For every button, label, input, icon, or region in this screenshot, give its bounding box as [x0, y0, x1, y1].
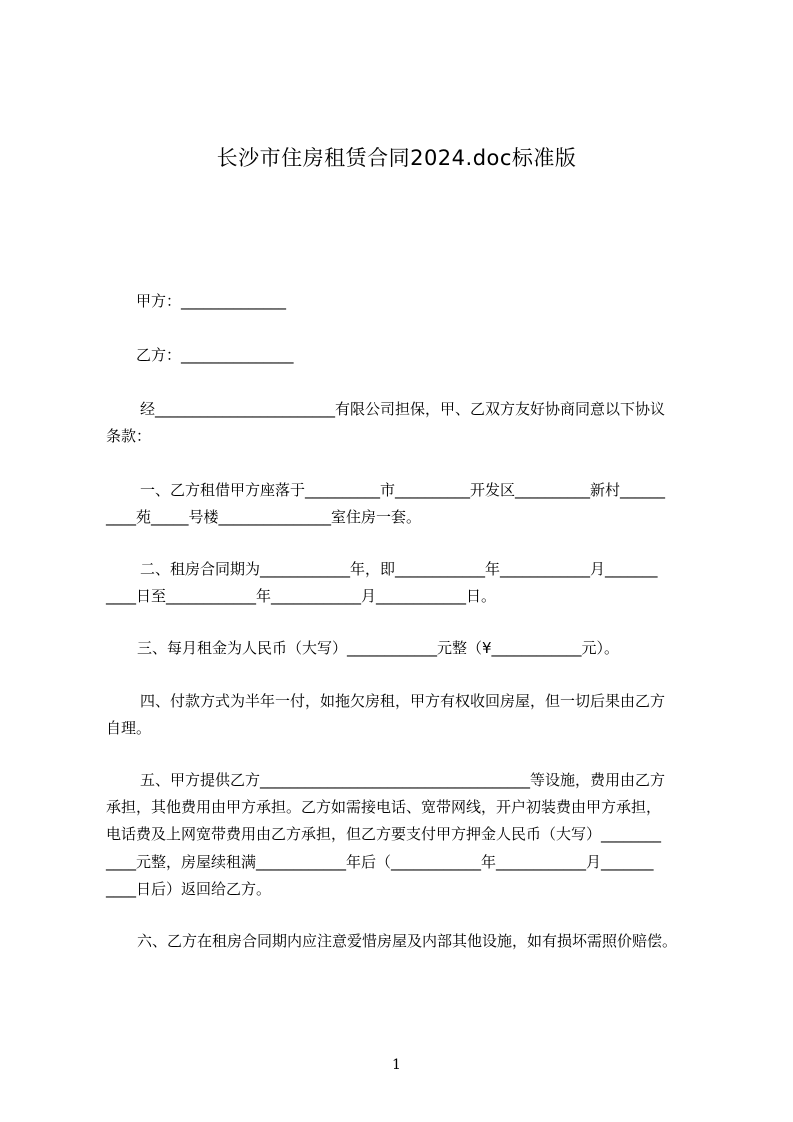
clause-1-line-1: 一、乙方租借甲方座落于__________市__________开发区__________新村______ [140, 481, 666, 499]
clause-5-line-5: ____日后）返回给乙方。 [106, 880, 272, 898]
clause-2-line-1: 二、租房合同期为____________年，即____________年____________月_______ [140, 560, 658, 578]
page-number: 1 [392, 1057, 401, 1073]
intro-line-1: 经________________________有限公司担保，甲、乙双方友好协商同意以下协议 [140, 400, 666, 418]
clause-6-line-1: 六、乙方在租房合同期内应注意爱惜房屋及内部其他设施，如有损坏需照价赔偿。 [137, 932, 678, 950]
clause-5-line-2: 承担，其他费用由甲方承担。乙方如需接电话、宽带网线，开户初装费由甲方承担， [106, 798, 662, 816]
clause-4-line-1: 四、付款方式为半年一付，如拖欠房租，甲方有权收回房屋，但一切后果由乙方 [140, 692, 666, 710]
clause-5-line-1: 五、甲方提供乙方____________________________________等设施，费用由乙方 [140, 771, 666, 789]
clause-2-line-2: ____日至____________年____________月____________日。 [106, 587, 497, 605]
clause-5-line-4: ____元整，房屋续租满____________年后（____________年____________月_______ [106, 853, 654, 871]
intro-line-2: 条款： [106, 427, 152, 445]
document-title: 长沙市住房租赁合同2024.doc标准版 [216, 146, 577, 170]
clause-4-line-2: 自理。 [106, 719, 152, 737]
party-b-line: 乙方：_______________ [136, 346, 294, 364]
clause-1-line-2: ____苑_____号楼_______________室住房一套。 [106, 508, 422, 526]
party-a-line: 甲方：______________ [136, 292, 287, 310]
clause-5-line-3: 电话费及上网宽带费用由乙方承担，但乙方要支付甲方押金人民币（大写）________ [106, 825, 662, 843]
clause-3-line-1: 三、每月租金为人民币（大写）____________元整（¥____________元）。 [137, 639, 620, 657]
